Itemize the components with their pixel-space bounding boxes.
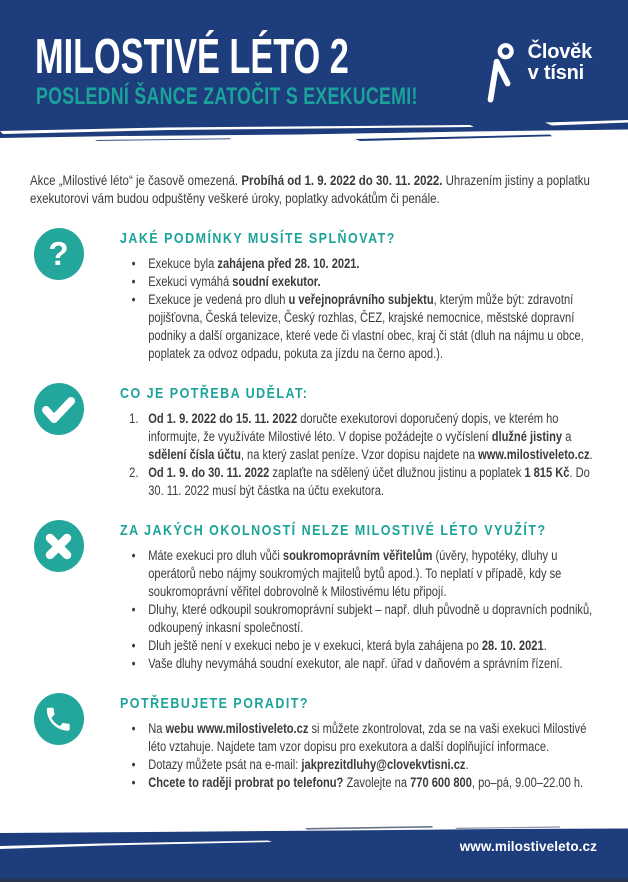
footer-brush-stroke: [0, 826, 628, 882]
list-item: [120, 464, 597, 500]
email-link[interactable]: jakprezitdluhy@clovekvtisni.cz: [301, 757, 466, 772]
cross-icon: [30, 518, 120, 673]
text-segment: Zavolejte na: [343, 775, 411, 790]
text-segment: Od 1. 9. 2022 do 15. 11. 2022: [148, 411, 298, 426]
text-segment: Dluhy, které odkoupil soukromoprávní subjekt – např. dluh původně u dopravních podniků, odkoupený inkasní společností.: [148, 602, 593, 635]
check-icon: [30, 381, 120, 500]
website-link[interactable]: www.milostiveleto.cz: [478, 447, 590, 462]
text-segment: zaplaťte na sdělený účet dlužnou jistinu a poplatek: [269, 465, 525, 480]
section-list: [120, 547, 597, 673]
svg-text:?: ?: [48, 235, 69, 272]
text-segment: Exekuce byla: [148, 256, 218, 271]
text-segment: Dotazy můžete psát na e-mail:: [148, 757, 302, 772]
section-list: [120, 255, 597, 363]
text-segment: Probíhá od 1. 9. 2022 do 30. 11. 2022.: [241, 173, 443, 188]
list-item: [120, 255, 597, 273]
text-segment: .: [589, 447, 593, 462]
logo-text: [528, 42, 592, 84]
text-segment: .: [465, 757, 469, 772]
text-segment: Máte exekuci pro dluh vůči: [148, 548, 283, 563]
section-help: [0, 691, 628, 792]
text-segment: 28. 10. 2021: [481, 638, 544, 653]
sections: [0, 226, 628, 792]
text-segment: 1 815 Kč: [524, 465, 570, 480]
list-item: [120, 655, 597, 673]
text-segment: u veřejnoprávního subjektu: [288, 292, 434, 307]
section-steps: [0, 381, 628, 500]
text-segment: . Do 30. 11. 2022 musí být částka na účtu exekutora.: [148, 465, 590, 498]
header-banner: [0, 0, 628, 150]
text-segment: Uhrazením jistiny a poplatku exekutorovi vám budou odpuštěny veškeré úroky, poplatky advokátům či penále.: [30, 173, 590, 206]
footer-url[interactable]: www.milostiveleto.cz: [459, 839, 597, 854]
section-heading: JAKÉ PODMÍNKY MUSÍTE SPLŇOVAT?: [120, 230, 396, 247]
text-segment: zahájena před 28. 10. 2021.: [217, 256, 360, 271]
logo-line2: v tísni: [527, 62, 585, 84]
text-segment: , po–pá, 9.00–22.00 h.: [471, 775, 584, 790]
phone-icon: [30, 691, 120, 792]
text-segment: a: [562, 429, 572, 444]
text-segment: Dluh ještě není v exekuci nebo je v exekuci, která byla zahájena po: [148, 638, 482, 653]
text-segment: dlužné jistiny: [491, 429, 563, 444]
section-heading: CO JE POTŘEBA UDĚLAT:: [120, 385, 309, 402]
section-text: [120, 226, 597, 363]
list-item: [120, 637, 597, 655]
intro-paragraph: [30, 172, 601, 208]
page-subtitle: POSLEDNÍ ŠANCE ZATOČIT S EXEKUCEMI!: [36, 83, 418, 110]
text-segment: Od 1. 9. do 30. 11. 2022: [148, 465, 270, 480]
section-list: [120, 410, 597, 500]
header-brush-stroke: [0, 120, 628, 150]
text-segment: doručte exekutorovi doporučený dopis, ve kterém ho informujte, že využíváte Milostivé léto. V dopise požádejte o vyčíslení: [148, 411, 559, 444]
section-conditions: [0, 226, 628, 363]
phone-number[interactable]: 770 600 800: [410, 775, 472, 790]
list-item: [120, 720, 597, 756]
list-item: [120, 273, 597, 291]
list-item: [120, 601, 597, 637]
text-segment: soukromoprávním věřitelům: [282, 548, 433, 563]
text-segment: soudní exekutor.: [232, 274, 321, 289]
website-link[interactable]: webu www.milostiveleto.cz: [165, 721, 309, 736]
page-title: MILOSTIVÉ LÉTO 2: [35, 30, 349, 84]
text-segment: Vaše dluhy nevymáhá soudní exekutor, ale např. úřad v daňovém a správním řízení.: [148, 656, 563, 671]
section-heading: POTŘEBUJETE PORADIT?: [120, 695, 309, 712]
text-segment: sdělení čísla účtu: [148, 447, 241, 462]
footer-banner: [0, 826, 628, 882]
logo-line1: Člověk: [527, 41, 592, 63]
text-segment: si můžete zkontrolovat, zda se na vaši exekuci Milostivé léto vztahuje. Najdete tam vzor dopisu pro exekutora a další doplňující informace.: [148, 721, 587, 754]
list-item: [120, 291, 597, 363]
list-item: [120, 774, 597, 792]
text-segment: , kterým může být: zdravotní pojišťovna, Česká televize, Český rozhlas, ČEZ, krajské nemocnice, městské dopravní podniky a další organizace, které vede či vlastní obec, kraj či stát (dluh na nájmu u obce, poplatek za odvoz odpadu, pokuta za jízdu na černo apod.).: [148, 292, 584, 361]
clovek-v-tisni-logo: [481, 42, 592, 108]
text-segment: (úvěry, hypotéky, dluhy u operátorů nebo nájmy soukromých majitelů bytů apod.). To neplatí v případě, kdy se soukromoprávní věřitel dobrovolně k Milostivému létu připojí.: [148, 548, 562, 599]
text-segment: Na: [148, 721, 166, 736]
text-segment: Exekuci vymáhá: [148, 274, 233, 289]
section-exclusions: [0, 518, 628, 673]
text-segment: , na který zaslat peníze. Vzor dopisu najdete na: [240, 447, 479, 462]
list-item: [120, 547, 597, 601]
text-segment: Chcete to raději probrat po telefonu?: [148, 775, 344, 790]
question-icon: [30, 226, 120, 363]
text-segment: Exekuce je vedená pro dluh: [148, 292, 289, 307]
text-segment: Akce „Milostivé léto“ je časově omezená.: [30, 173, 242, 188]
list-item: [120, 756, 597, 774]
section-text: [120, 691, 597, 792]
section-heading: ZA JAKÝCH OKOLNOSTÍ NELZE MILOSTIVÉ LÉTO VYUŽÍT?: [120, 522, 547, 539]
section-text: [120, 518, 597, 673]
text-segment: .: [543, 638, 547, 653]
content: [0, 150, 628, 792]
list-item: [120, 410, 597, 464]
section-list: [120, 720, 597, 792]
section-text: [120, 381, 597, 500]
person-figure-icon: [481, 42, 519, 108]
